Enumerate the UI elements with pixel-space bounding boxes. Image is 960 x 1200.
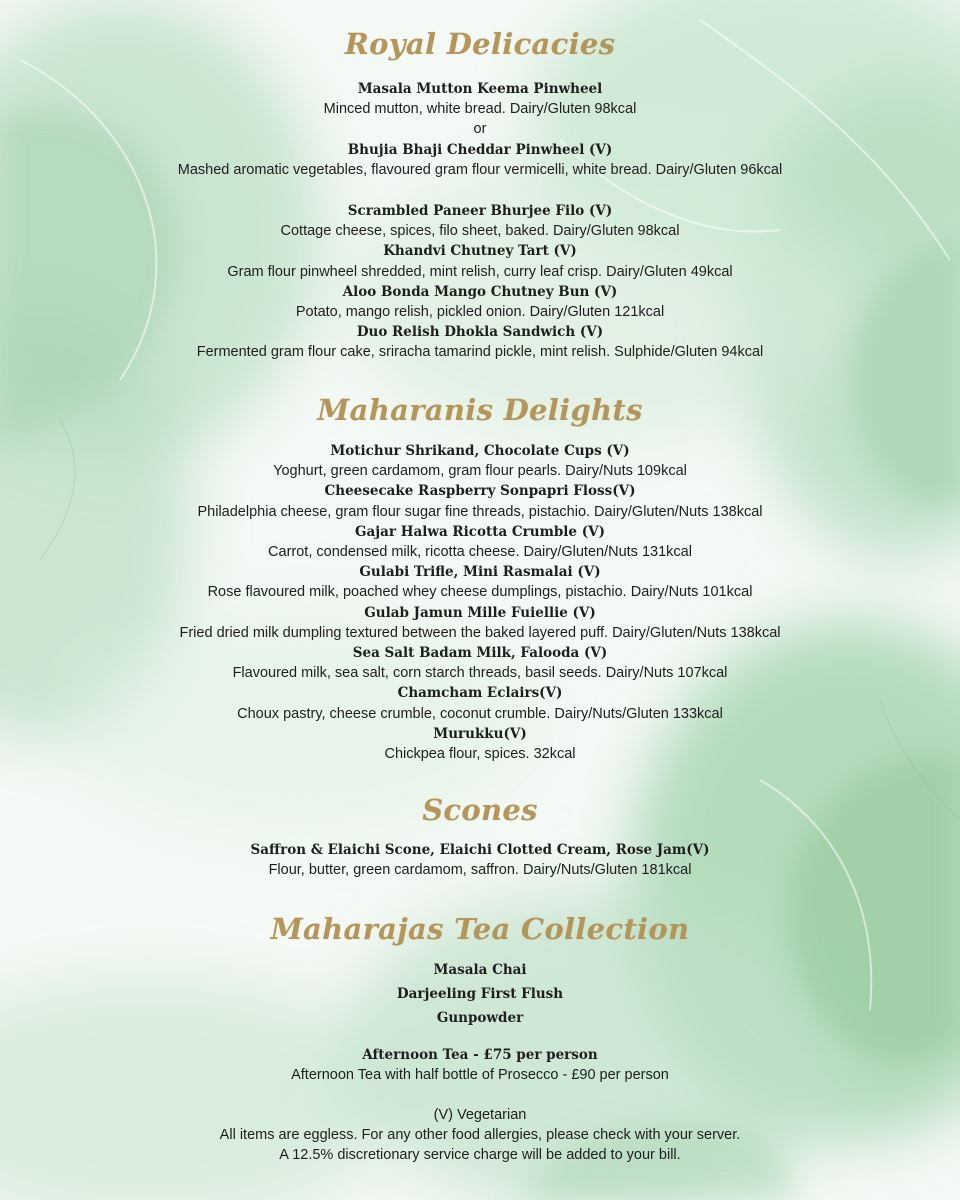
service-charge-note: A 12.5% discretionary service charge will be added to your bill. <box>279 1147 681 1164</box>
menu-item-description: Flour, butter, green cardamom, saffron. Dairy/Nuts/Gluten 181kcal <box>268 862 692 879</box>
menu-item-description: Cottage cheese, spices, filo sheet, baked. Dairy/Gluten 98kcal <box>280 223 680 240</box>
menu-item-name: Gajar Halwa Ricotta Crumble (V) <box>355 523 605 540</box>
section-title-maharanis-delights: Maharanis Delights <box>317 393 643 427</box>
menu-item-description: Choux pastry, cheese crumble, coconut crumble. Dairy/Nuts/Gluten 133kcal <box>237 705 723 722</box>
menu-item-description: Mashed aromatic vegetables, flavoured gram flour vermicelli, white bread. Dairy/Gluten 96kcal <box>177 161 783 178</box>
menu-item-description: Fried dried milk dumpling textured between the baked layered puff. Dairy/Gluten/Nuts 138kcal <box>179 624 781 641</box>
tea-collection-items <box>0 958 960 1030</box>
menu-item-name: Masala Mutton Keema Pinwheel <box>357 81 603 97</box>
menu-item-name: Gulab Jamun Mille Fuiellie (V) <box>364 604 596 621</box>
royal-delicacies-group-1 <box>0 79 960 180</box>
scones-items <box>0 840 960 880</box>
menu-item-description: Gram flour pinwheel shredded, mint relish, curry leaf crisp. Dairy/Gluten 49kcal <box>227 263 733 280</box>
maharanis-delights-items <box>0 441 960 764</box>
vegetarian-legend: (V) Vegetarian <box>433 1107 527 1123</box>
allergy-note: All items are eggless. For any other food allergies, please check with your server. <box>219 1127 741 1144</box>
menu-item-name: Scrambled Paneer Bhurjee Filo (V) <box>347 203 613 219</box>
royal-delicacies-group-2 <box>0 201 960 363</box>
tea-item: Masala Chai <box>433 962 527 978</box>
menu-item-description: Minced mutton, white bread. Dairy/Gluten 98kcal <box>323 101 637 118</box>
footer-notes <box>0 1105 960 1166</box>
menu-item-description: Philadelphia cheese, gram flour sugar fine threads, pistachio. Dairy/Gluten/Nuts 138kcal <box>197 503 763 520</box>
section-title-maharajas-tea-collection: Maharajas Tea Collection <box>270 912 690 946</box>
price-block <box>0 1045 960 1085</box>
menu-item-name: Motichur Shrikand, Chocolate Cups (V) <box>330 443 630 459</box>
menu-item-name: Cheesecake Raspberry Sonpapri Floss(V) <box>324 483 636 500</box>
menu-item-name: Murukku(V) <box>433 725 527 742</box>
menu-item-name: Khandvi Chutney Tart (V) <box>383 243 577 260</box>
menu-item-description: Rose flavoured milk, poached whey cheese dumplings, pistachio. Dairy/Nuts 101kcal <box>207 584 753 601</box>
menu-item-description: Chickpea flour, spices. 32kcal <box>384 746 576 763</box>
menu-item-name: Chamcham Eclairs(V) <box>397 685 563 702</box>
menu-item-name: Gulabi Trifle, Mini Rasmalai (V) <box>359 564 601 581</box>
menu-item-description: Carrot, condensed milk, ricotta cheese. Dairy/Gluten/Nuts 131kcal <box>268 544 692 561</box>
menu-item-description: Potato, mango relish, pickled onion. Dairy/Gluten 121kcal <box>295 304 665 321</box>
tea-item: Gunpowder <box>436 1010 524 1026</box>
menu-item-description: Fermented gram flour cake, sriracha tamarind pickle, mint relish. Sulphide/Gluten 94kcal <box>196 344 764 361</box>
tea-item: Darjeeling First Flush <box>396 986 564 1002</box>
prosecco-price: Afternoon Tea with half bottle of Prosecco - £90 per person <box>291 1067 669 1084</box>
menu-item-name: Duo Relish Dhokla Sandwich (V) <box>356 324 604 341</box>
menu-item-description: Flavoured milk, sea salt, corn starch threads, basil seeds. Dairy/Nuts 107kcal <box>232 665 728 682</box>
section-title-royal-delicacies: Royal Delicacies <box>344 27 616 61</box>
menu-item-name: Aloo Bonda Mango Chutney Bun (V) <box>342 283 618 300</box>
menu-item-description: Yoghurt, green cardamom, gram flour pearls. Dairy/Nuts 109kcal <box>273 463 687 480</box>
or-separator: or <box>473 121 487 138</box>
afternoon-tea-price: Afternoon Tea - £75 per person <box>362 1047 598 1063</box>
menu-item-name: Saffron & Elaichi Scone, Elaichi Clotted Cream, Rose Jam(V) <box>250 842 710 858</box>
section-title-scones: Scones <box>422 793 538 827</box>
menu-item-name: Sea Salt Badam Milk, Falooda (V) <box>352 645 608 662</box>
menu-item-name: Bhujia Bhaji Cheddar Pinwheel (V) <box>347 141 613 158</box>
